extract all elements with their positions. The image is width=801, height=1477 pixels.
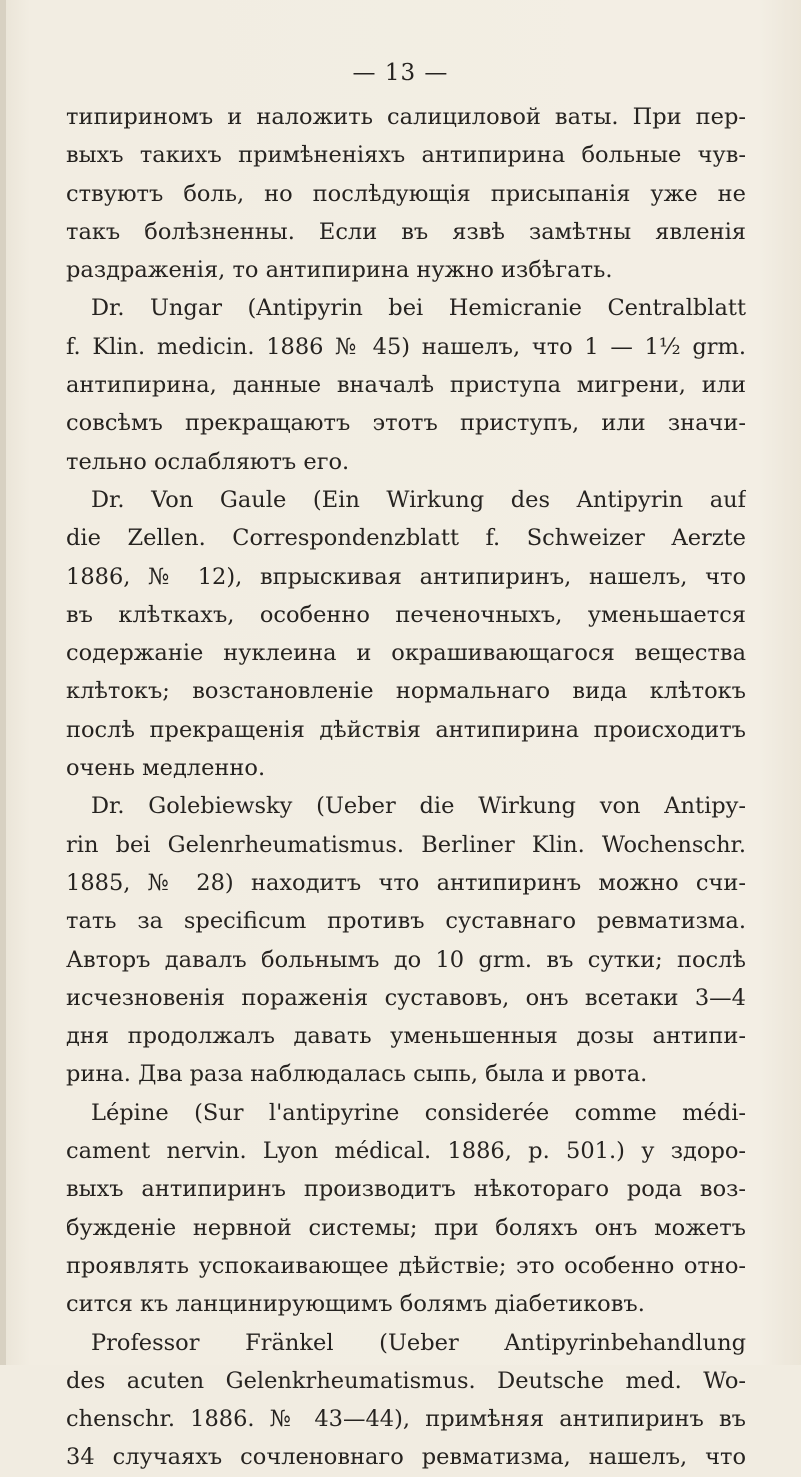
text-line: клѣтокъ; возстановленіе нормальнаго вида клѣтокъ: [66, 678, 746, 705]
text-line: проявлять успокаивающее дѣйствіе; это особенно отно-: [66, 1252, 746, 1279]
text-line: die Zellen. Correspondenzblatt f. Schweizer Aerzte: [66, 525, 746, 552]
text-line: выхъ такихъ примѣненіяхъ антипирина больные чув-: [66, 142, 746, 169]
page-edge-shadow: [0, 0, 6, 1365]
body-text: [66, 98, 746, 1477]
text-line: Professor Fränkel (Ueber Antipyrinbehandlung: [91, 1329, 746, 1356]
page-number: — 13 —: [352, 60, 449, 86]
text-line: Dr. Golebiewsky (Ueber die Wirkung von Antipy-: [91, 793, 746, 820]
text-line: рина. Два раза наблюдалась сыпь, была и рвота.: [66, 1061, 648, 1088]
text-line: Dr. Von Gaule (Ein Wirkung des Antipyrin auf: [91, 486, 746, 513]
text-line: такъ болѣзненны. Если въ язвѣ замѣтны явленія: [66, 218, 746, 245]
text-line: Авторъ давалъ больнымъ до 10 grm. въ сутки; послѣ: [66, 946, 746, 973]
text-line: совсѣмъ прекращаютъ этотъ приступъ, или значи-: [66, 410, 746, 437]
text-line: очень медленно.: [66, 755, 266, 782]
text-line: дня продолжалъ давать уменьшенныя дозы антипи-: [66, 1023, 746, 1050]
text-line: 1886, № 12), впрыскивая антипиринъ, нашелъ, что: [66, 563, 746, 590]
text-line: 34 случаяхъ сочленовнаго ревматизма, нашелъ, что: [66, 1444, 746, 1471]
text-line: типириномъ и наложить салициловой ваты. При пер-: [66, 104, 746, 130]
text-line: послѣ прекращенія дѣйствія антипирина происходитъ: [66, 716, 746, 743]
text-line: сится къ ланцинирующимъ болямъ діабетиковъ.: [66, 1291, 645, 1318]
text-line: антипирина, данные вначалѣ приступа мигрени, или: [66, 372, 746, 399]
text-line: содержаніе нуклеина и окрашивающагося вещества: [66, 640, 746, 667]
text-line: въ клѣткахъ, особенно печеночныхъ, уменьшается: [66, 601, 746, 628]
text-line: выхъ антипиринъ производитъ нѣкотораго рода воз-: [66, 1176, 746, 1203]
text-line: тельно ослабляютъ его.: [66, 448, 350, 475]
text-line: cament nervin. Lyon médical. 1886, p. 501.) у здоро-: [66, 1138, 746, 1165]
text-line: бужденіе нервной системы; при боляхъ онъ можетъ: [66, 1214, 746, 1241]
text-line: исчезновенія пораженія суставовъ, онъ всетаки 3—4: [66, 984, 746, 1011]
text-line: chenschr. 1886. № 43—44), примѣняя антипиринъ въ: [66, 1406, 746, 1433]
text-line: f. Klin. medicin. 1886 № 45) нашелъ, что 1 — 1½ grm.: [66, 333, 746, 360]
text-line: тать за specificum противъ суставнаго ревматизма.: [66, 908, 746, 935]
text-line: des acuten Gelenkrheumatismus. Deutsche med. Wo-: [66, 1367, 746, 1394]
text-line: ствуютъ боль, но послѣдующія присыпанія уже не: [66, 180, 746, 207]
text-line: 1885, № 28) находитъ что антипиринъ можно счи-: [66, 869, 746, 896]
text-line: Lépine (Sur l'antipyrine considerée comme médi-: [91, 1099, 746, 1126]
text-line: rin bei Gelenrheumatismus. Berliner Klin. Wochenschr.: [66, 831, 746, 858]
text-line: раздраженія, то антипирина нужно избѣгать.: [66, 257, 613, 284]
text-line: Dr. Ungar (Antipyrin bei Hemicranie Centralblatt: [91, 295, 746, 322]
